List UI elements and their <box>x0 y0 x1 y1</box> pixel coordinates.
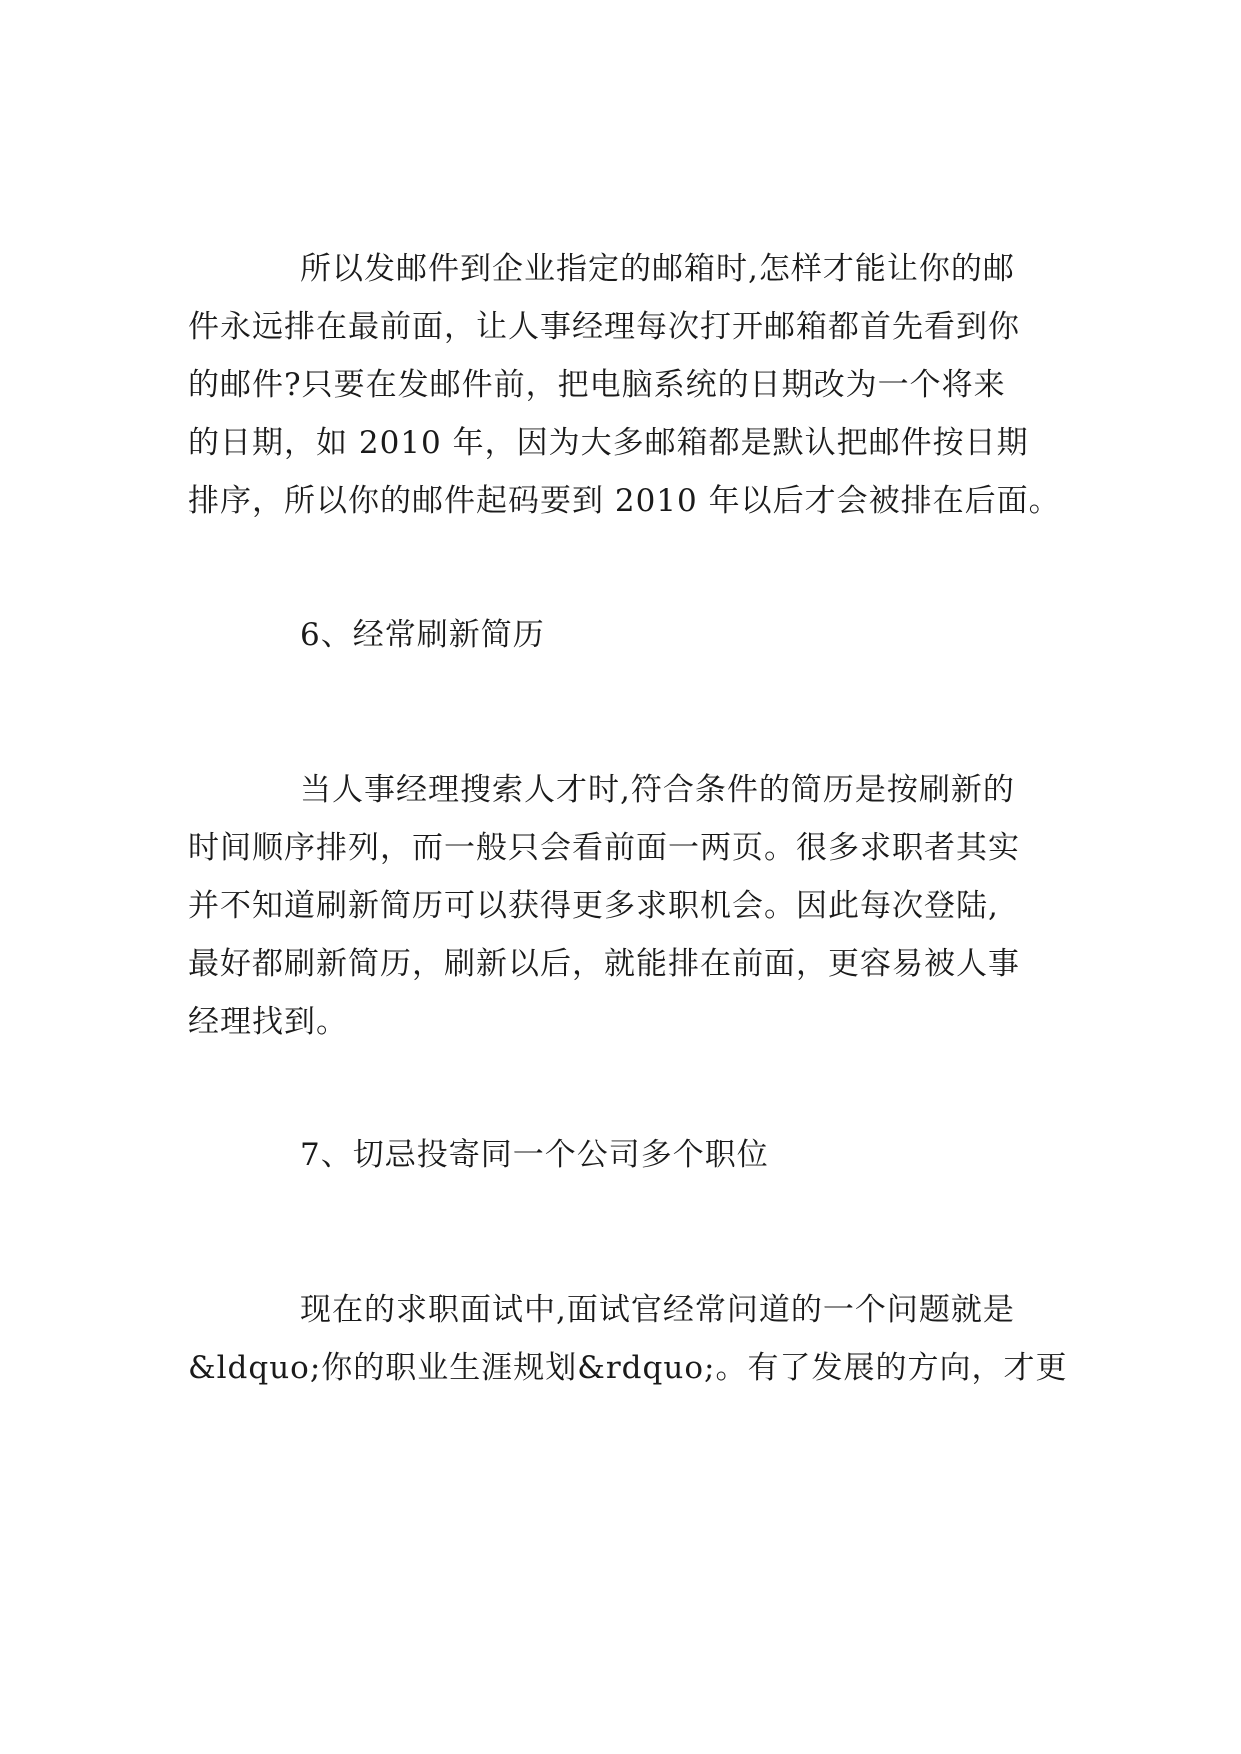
paragraph-line: 现在的求职面试中,面试官经常问道的一个问题就是 <box>300 1292 1015 1328</box>
paragraph-line: 的邮件?只要在发邮件前，把电脑系统的日期改为一个将来 <box>188 367 1006 403</box>
paragraph-line: 排序，所以你的邮件起码要到 2010 年以后才会被排在后面。 <box>188 483 1061 519</box>
section-heading-7: 7、切忌投寄同一个公司多个职位 <box>300 1137 769 1173</box>
paragraph-career-plan <box>188 1281 1068 1397</box>
paragraph-refresh-resume <box>188 761 1058 1051</box>
paragraph-line: 经理找到。 <box>188 1004 348 1040</box>
section-heading-6: 6、经常刷新简历 <box>300 617 545 653</box>
paragraph-line: 件永远排在最前面，让人事经理每次打开邮箱都首先看到你 <box>188 309 1020 345</box>
paragraph-line: 当人事经理搜索人才时,符合条件的简历是按刷新的 <box>300 772 1015 808</box>
paragraph-email-date-tip <box>188 240 1061 530</box>
paragraph-line: 最好都刷新简历，刷新以后，就能排在前面，更容易被人事 <box>188 946 1020 982</box>
paragraph-line: &ldquo;你的职业生涯规划&rdquo;。有了发展的方向，才更 <box>188 1350 1068 1386</box>
paragraph-line: 时间顺序排列，而一般只会看前面一两页。很多求职者其实 <box>188 830 1020 866</box>
paragraph-line: 并不知道刷新简历可以获得更多求职机会。因此每次登陆, <box>188 888 999 924</box>
paragraph-line: 所以发邮件到企业指定的邮箱时,怎样才能让你的邮 <box>300 251 1015 287</box>
paragraph-line: 的日期，如 2010 年，因为大多邮箱都是默认把邮件按日期 <box>188 425 1029 461</box>
